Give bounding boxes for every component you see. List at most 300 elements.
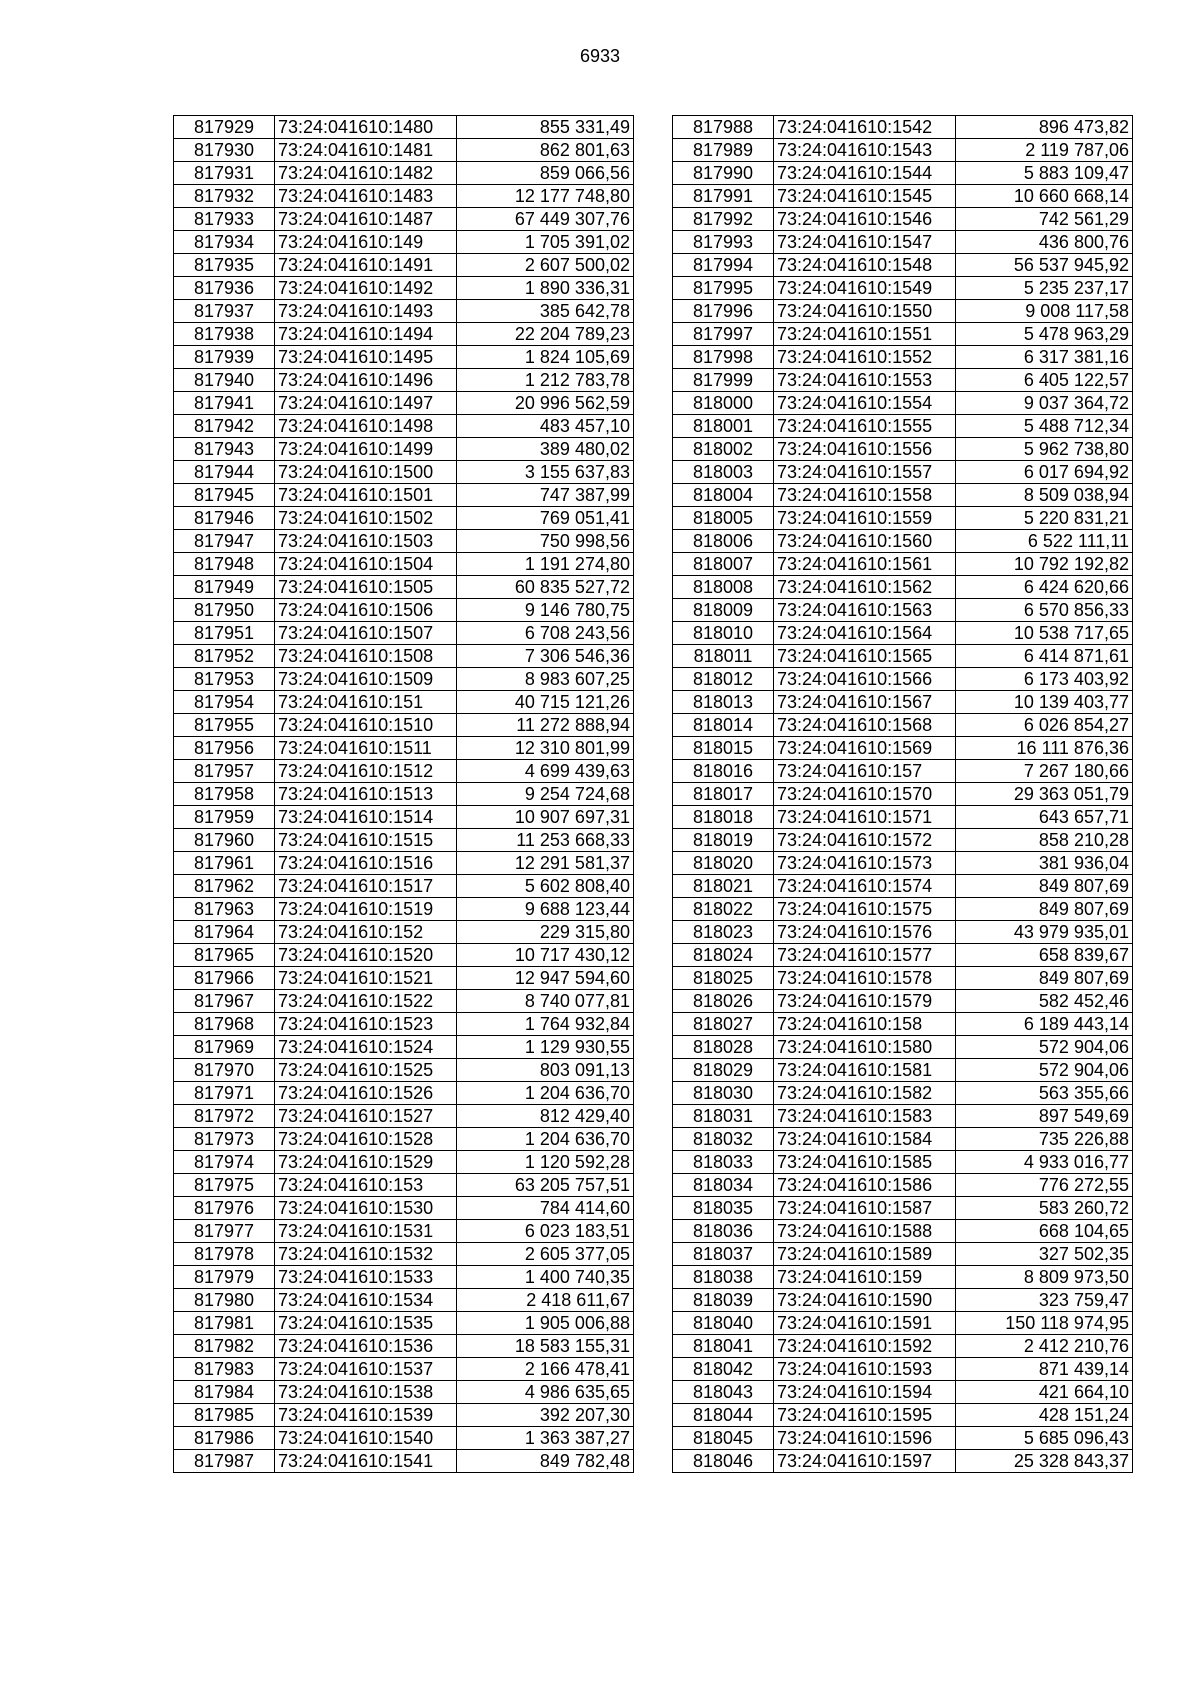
table-row	[673, 668, 1133, 691]
value-cell: 849 807,69	[956, 898, 1133, 921]
cadastral-number-cell: 73:24:041610:149	[275, 231, 457, 254]
table-row	[673, 645, 1133, 668]
cadastral-number-cell: 73:24:041610:152	[275, 921, 457, 944]
value-cell: 5 602 808,40	[457, 875, 634, 898]
row-number-cell: 818009	[673, 599, 774, 622]
value-cell: 1 212 783,78	[457, 369, 634, 392]
cadastral-number-cell: 73:24:041610:1496	[275, 369, 457, 392]
cadastral-number-cell: 73:24:041610:1565	[774, 645, 956, 668]
table-row	[673, 162, 1133, 185]
value-cell: 6 414 871,61	[956, 645, 1133, 668]
value-cell: 6 405 122,57	[956, 369, 1133, 392]
table-row	[673, 1358, 1133, 1381]
value-cell: 436 800,76	[956, 231, 1133, 254]
cadastral-number-cell: 73:24:041610:1585	[774, 1151, 956, 1174]
row-number-cell: 817957	[174, 760, 275, 783]
row-number-cell: 817972	[174, 1105, 275, 1128]
row-number-cell: 817981	[174, 1312, 275, 1335]
cadastral-number-cell: 73:24:041610:1527	[275, 1105, 457, 1128]
value-cell: 150 118 974,95	[956, 1312, 1133, 1335]
cadastral-number-cell: 73:24:041610:1595	[774, 1404, 956, 1427]
value-cell: 897 549,69	[956, 1105, 1133, 1128]
table-row	[174, 438, 634, 461]
value-cell: 849 807,69	[956, 875, 1133, 898]
table-row	[673, 1128, 1133, 1151]
table-row	[673, 1174, 1133, 1197]
row-number-cell: 818042	[673, 1358, 774, 1381]
cadastral-number-cell: 73:24:041610:1577	[774, 944, 956, 967]
value-cell: 40 715 121,26	[457, 691, 634, 714]
cadastral-number-cell: 73:24:041610:1495	[275, 346, 457, 369]
cadastral-number-cell: 73:24:041610:1556	[774, 438, 956, 461]
cadastral-number-cell: 73:24:041610:1514	[275, 806, 457, 829]
value-cell: 8 740 077,81	[457, 990, 634, 1013]
cadastral-number-cell: 73:24:041610:1590	[774, 1289, 956, 1312]
row-number-cell: 817932	[174, 185, 275, 208]
row-number-cell: 817974	[174, 1151, 275, 1174]
table-row	[673, 116, 1133, 139]
table-row	[174, 1381, 634, 1404]
table-row	[174, 346, 634, 369]
table-row	[174, 139, 634, 162]
cadastral-number-cell: 73:24:041610:1532	[275, 1243, 457, 1266]
row-number-cell: 818024	[673, 944, 774, 967]
row-number-cell: 817987	[174, 1450, 275, 1473]
value-cell: 563 355,66	[956, 1082, 1133, 1105]
table-row	[174, 622, 634, 645]
row-number-cell: 817955	[174, 714, 275, 737]
cadastral-number-cell: 73:24:041610:1581	[774, 1059, 956, 1082]
cadastral-number-cell: 73:24:041610:1561	[774, 553, 956, 576]
value-cell: 849 807,69	[956, 967, 1133, 990]
table-row	[673, 185, 1133, 208]
table-row	[174, 461, 634, 484]
value-cell: 1 705 391,02	[457, 231, 634, 254]
row-number-cell: 818010	[673, 622, 774, 645]
table-row	[673, 461, 1133, 484]
table-row	[174, 760, 634, 783]
value-cell: 769 051,41	[457, 507, 634, 530]
row-number-cell: 818032	[673, 1128, 774, 1151]
table-row	[673, 967, 1133, 990]
cadastral-number-cell: 73:24:041610:1493	[275, 300, 457, 323]
row-number-cell: 817935	[174, 254, 275, 277]
value-cell: 1 400 740,35	[457, 1266, 634, 1289]
cadastral-number-cell: 73:24:041610:1551	[774, 323, 956, 346]
row-number-cell: 817973	[174, 1128, 275, 1151]
table-row	[174, 1197, 634, 1220]
value-cell: 20 996 562,59	[457, 392, 634, 415]
table-row	[673, 806, 1133, 829]
row-number-cell: 817951	[174, 622, 275, 645]
row-number-cell: 818019	[673, 829, 774, 852]
row-number-cell: 818043	[673, 1381, 774, 1404]
table-row	[174, 1082, 634, 1105]
value-cell: 643 657,71	[956, 806, 1133, 829]
cadastral-number-cell: 73:24:041610:1526	[275, 1082, 457, 1105]
value-cell: 5 220 831,21	[956, 507, 1133, 530]
row-number-cell: 817998	[673, 346, 774, 369]
cadastral-number-cell: 73:24:041610:1513	[275, 783, 457, 806]
cadastral-number-cell: 73:24:041610:1550	[774, 300, 956, 323]
table-row	[673, 1082, 1133, 1105]
cadastral-number-cell: 73:24:041610:1499	[275, 438, 457, 461]
value-cell: 12 310 801,99	[457, 737, 634, 760]
row-number-cell: 817982	[174, 1335, 275, 1358]
value-cell: 776 272,55	[956, 1174, 1133, 1197]
value-cell: 668 104,65	[956, 1220, 1133, 1243]
cadastral-number-cell: 73:24:041610:1552	[774, 346, 956, 369]
table-row	[673, 369, 1133, 392]
value-cell: 803 091,13	[457, 1059, 634, 1082]
row-number-cell: 817931	[174, 162, 275, 185]
cadastral-number-cell: 73:24:041610:1498	[275, 415, 457, 438]
cadastral-number-cell: 73:24:041610:1586	[774, 1174, 956, 1197]
cadastral-number-cell: 73:24:041610:157	[774, 760, 956, 783]
table-row	[174, 806, 634, 829]
value-cell: 750 998,56	[457, 530, 634, 553]
cadastral-number-cell: 73:24:041610:1492	[275, 277, 457, 300]
table-row	[174, 507, 634, 530]
cadastral-number-cell: 73:24:041610:1558	[774, 484, 956, 507]
table-row	[174, 783, 634, 806]
cadastral-number-cell: 73:24:041610:1576	[774, 921, 956, 944]
row-number-cell: 818034	[673, 1174, 774, 1197]
table-row	[673, 553, 1133, 576]
table-row	[673, 875, 1133, 898]
row-number-cell: 818000	[673, 392, 774, 415]
value-cell: 1 824 105,69	[457, 346, 634, 369]
cadastral-number-cell: 73:24:041610:1566	[774, 668, 956, 691]
row-number-cell: 818008	[673, 576, 774, 599]
row-number-cell: 817944	[174, 461, 275, 484]
table-left-body	[174, 116, 634, 1473]
row-number-cell: 818022	[673, 898, 774, 921]
table-row	[174, 599, 634, 622]
row-number-cell: 818035	[673, 1197, 774, 1220]
row-number-cell: 817948	[174, 553, 275, 576]
value-cell: 12 291 581,37	[457, 852, 634, 875]
cadastral-number-cell: 73:24:041610:1596	[774, 1427, 956, 1450]
cadastral-number-cell: 73:24:041610:1559	[774, 507, 956, 530]
row-number-cell: 817986	[174, 1427, 275, 1450]
table-row	[174, 300, 634, 323]
row-number-cell: 817958	[174, 783, 275, 806]
value-cell: 389 480,02	[457, 438, 634, 461]
cadastral-number-cell: 73:24:041610:1512	[275, 760, 457, 783]
row-number-cell: 817999	[673, 369, 774, 392]
cadastral-number-cell: 73:24:041610:1579	[774, 990, 956, 1013]
value-cell: 8 809 973,50	[956, 1266, 1133, 1289]
table-row	[174, 1404, 634, 1427]
row-number-cell: 818011	[673, 645, 774, 668]
cadastral-number-cell: 73:24:041610:159	[774, 1266, 956, 1289]
row-number-cell: 817988	[673, 116, 774, 139]
table-row	[673, 1105, 1133, 1128]
row-number-cell: 817980	[174, 1289, 275, 1312]
table-row	[174, 254, 634, 277]
value-cell: 483 457,10	[457, 415, 634, 438]
row-number-cell: 818003	[673, 461, 774, 484]
value-cell: 9 254 724,68	[457, 783, 634, 806]
row-number-cell: 818025	[673, 967, 774, 990]
cadastral-number-cell: 73:24:041610:1547	[774, 231, 956, 254]
table-row	[174, 829, 634, 852]
row-number-cell: 817954	[174, 691, 275, 714]
value-cell: 2 418 611,67	[457, 1289, 634, 1312]
table-row	[174, 1450, 634, 1473]
value-cell: 6 023 183,51	[457, 1220, 634, 1243]
value-cell: 896 473,82	[956, 116, 1133, 139]
value-cell: 871 439,14	[956, 1358, 1133, 1381]
cadastral-number-cell: 73:24:041610:1530	[275, 1197, 457, 1220]
table-row	[174, 1243, 634, 1266]
value-cell: 43 979 935,01	[956, 921, 1133, 944]
value-cell: 855 331,49	[457, 116, 634, 139]
value-cell: 583 260,72	[956, 1197, 1133, 1220]
row-number-cell: 817996	[673, 300, 774, 323]
cadastral-number-cell: 73:24:041610:1487	[275, 208, 457, 231]
row-number-cell: 817929	[174, 116, 275, 139]
row-number-cell: 817939	[174, 346, 275, 369]
row-number-cell: 817977	[174, 1220, 275, 1243]
row-number-cell: 818004	[673, 484, 774, 507]
row-number-cell: 818023	[673, 921, 774, 944]
row-number-cell: 817971	[174, 1082, 275, 1105]
row-number-cell: 817983	[174, 1358, 275, 1381]
row-number-cell: 817933	[174, 208, 275, 231]
table-row	[174, 990, 634, 1013]
value-cell: 1 129 930,55	[457, 1036, 634, 1059]
table-row	[673, 622, 1133, 645]
value-cell: 6 522 111,11	[956, 530, 1133, 553]
table-row	[673, 760, 1133, 783]
value-cell: 11 253 668,33	[457, 829, 634, 852]
value-cell: 385 642,78	[457, 300, 634, 323]
cadastral-number-cell: 73:24:041610:1575	[774, 898, 956, 921]
table-row	[673, 277, 1133, 300]
value-cell: 2 412 210,76	[956, 1335, 1133, 1358]
row-number-cell: 818001	[673, 415, 774, 438]
cadastral-number-cell: 73:24:041610:1572	[774, 829, 956, 852]
row-number-cell: 817947	[174, 530, 275, 553]
cadastral-number-cell: 73:24:041610:1494	[275, 323, 457, 346]
table-row	[673, 1289, 1133, 1312]
cadastral-number-cell: 73:24:041610:1543	[774, 139, 956, 162]
table-row	[174, 645, 634, 668]
value-cell: 7 267 180,66	[956, 760, 1133, 783]
cadastral-number-cell: 73:24:041610:1539	[275, 1404, 457, 1427]
row-number-cell: 817976	[174, 1197, 275, 1220]
cadastral-number-cell: 73:24:041610:1491	[275, 254, 457, 277]
table-row	[174, 1151, 634, 1174]
value-cell: 784 414,60	[457, 1197, 634, 1220]
value-cell: 849 782,48	[457, 1450, 634, 1473]
row-number-cell: 817969	[174, 1036, 275, 1059]
table-row	[174, 1013, 634, 1036]
cadastral-number-cell: 73:24:041610:1521	[275, 967, 457, 990]
row-number-cell: 818041	[673, 1335, 774, 1358]
cadastral-number-cell: 73:24:041610:1587	[774, 1197, 956, 1220]
row-number-cell: 818040	[673, 1312, 774, 1335]
cadastral-number-cell: 73:24:041610:1545	[774, 185, 956, 208]
row-number-cell: 817950	[174, 599, 275, 622]
cadastral-number-cell: 73:24:041610:1510	[275, 714, 457, 737]
value-cell: 10 660 668,14	[956, 185, 1133, 208]
value-cell: 1 120 592,28	[457, 1151, 634, 1174]
value-cell: 6 026 854,27	[956, 714, 1133, 737]
value-cell: 9 008 117,58	[956, 300, 1133, 323]
cadastral-number-cell: 73:24:041610:1538	[275, 1381, 457, 1404]
value-cell: 4 699 439,63	[457, 760, 634, 783]
row-number-cell: 817959	[174, 806, 275, 829]
table-row	[673, 231, 1133, 254]
table-row	[174, 875, 634, 898]
row-number-cell: 817997	[673, 323, 774, 346]
row-number-cell: 817945	[174, 484, 275, 507]
value-cell: 392 207,30	[457, 1404, 634, 1427]
table-right	[672, 115, 1133, 1473]
value-cell: 1 191 274,80	[457, 553, 634, 576]
row-number-cell: 818039	[673, 1289, 774, 1312]
value-cell: 56 537 945,92	[956, 254, 1133, 277]
table-row	[174, 530, 634, 553]
row-number-cell: 817989	[673, 139, 774, 162]
row-number-cell: 817970	[174, 1059, 275, 1082]
value-cell: 2 166 478,41	[457, 1358, 634, 1381]
table-row	[174, 1266, 634, 1289]
value-cell: 327 502,35	[956, 1243, 1133, 1266]
cadastral-number-cell: 73:24:041610:1588	[774, 1220, 956, 1243]
table-row	[174, 553, 634, 576]
table-row	[673, 1450, 1133, 1473]
value-cell: 6 189 443,14	[956, 1013, 1133, 1036]
table-row	[174, 1174, 634, 1197]
value-cell: 658 839,67	[956, 944, 1133, 967]
table-row	[673, 691, 1133, 714]
table-row	[174, 116, 634, 139]
table-row	[174, 231, 634, 254]
table-row	[174, 737, 634, 760]
table-row	[673, 1151, 1133, 1174]
cadastral-number-cell: 73:24:041610:1549	[774, 277, 956, 300]
cadastral-number-cell: 73:24:041610:1570	[774, 783, 956, 806]
row-number-cell: 818045	[673, 1427, 774, 1450]
row-number-cell: 818013	[673, 691, 774, 714]
cadastral-number-cell: 73:24:041610:1501	[275, 484, 457, 507]
table-row	[673, 1059, 1133, 1082]
cadastral-number-cell: 73:24:041610:1481	[275, 139, 457, 162]
value-cell: 2 605 377,05	[457, 1243, 634, 1266]
value-cell: 229 315,80	[457, 921, 634, 944]
cadastral-number-cell: 73:24:041610:1506	[275, 599, 457, 622]
table-left	[173, 115, 634, 1473]
table-row	[174, 484, 634, 507]
row-number-cell: 817962	[174, 875, 275, 898]
table-row	[673, 392, 1133, 415]
cadastral-number-cell: 73:24:041610:1503	[275, 530, 457, 553]
value-cell: 747 387,99	[457, 484, 634, 507]
row-number-cell: 818006	[673, 530, 774, 553]
row-number-cell: 817960	[174, 829, 275, 852]
table-row	[673, 714, 1133, 737]
value-cell: 9 037 364,72	[956, 392, 1133, 415]
cadastral-number-cell: 73:24:041610:1519	[275, 898, 457, 921]
table-row	[174, 323, 634, 346]
row-number-cell: 818027	[673, 1013, 774, 1036]
cadastral-number-cell: 73:24:041610:1502	[275, 507, 457, 530]
row-number-cell: 818038	[673, 1266, 774, 1289]
row-number-cell: 817966	[174, 967, 275, 990]
cadastral-number-cell: 73:24:041610:1524	[275, 1036, 457, 1059]
row-number-cell: 818031	[673, 1105, 774, 1128]
cadastral-number-cell: 73:24:041610:1548	[774, 254, 956, 277]
value-cell: 29 363 051,79	[956, 783, 1133, 806]
value-cell: 6 708 243,56	[457, 622, 634, 645]
cadastral-number-cell: 73:24:041610:153	[275, 1174, 457, 1197]
value-cell: 2 119 787,06	[956, 139, 1133, 162]
row-number-cell: 818016	[673, 760, 774, 783]
table-row	[174, 1128, 634, 1151]
value-cell: 8 983 607,25	[457, 668, 634, 691]
value-cell: 858 210,28	[956, 829, 1133, 852]
cadastral-number-cell: 73:24:041610:1507	[275, 622, 457, 645]
cadastral-number-cell: 73:24:041610:1537	[275, 1358, 457, 1381]
table-row	[673, 1312, 1133, 1335]
value-cell: 862 801,63	[457, 139, 634, 162]
cadastral-number-cell: 73:24:041610:151	[275, 691, 457, 714]
value-cell: 63 205 757,51	[457, 1174, 634, 1197]
table-row	[673, 1220, 1133, 1243]
cadastral-number-cell: 73:24:041610:1589	[774, 1243, 956, 1266]
table-row	[673, 438, 1133, 461]
value-cell: 742 561,29	[956, 208, 1133, 231]
cadastral-number-cell: 73:24:041610:1508	[275, 645, 457, 668]
table-row	[673, 599, 1133, 622]
row-number-cell: 817991	[673, 185, 774, 208]
cadastral-number-cell: 73:24:041610:158	[774, 1013, 956, 1036]
table-row	[174, 1289, 634, 1312]
row-number-cell: 818037	[673, 1243, 774, 1266]
value-cell: 4 986 635,65	[457, 1381, 634, 1404]
table-row	[174, 208, 634, 231]
value-cell: 5 685 096,43	[956, 1427, 1133, 1450]
table-row	[174, 415, 634, 438]
table-row	[673, 139, 1133, 162]
table-row	[673, 898, 1133, 921]
value-cell: 22 204 789,23	[457, 323, 634, 346]
cadastral-number-cell: 73:24:041610:1583	[774, 1105, 956, 1128]
value-cell: 5 235 237,17	[956, 277, 1133, 300]
row-number-cell: 818017	[673, 783, 774, 806]
row-number-cell: 818028	[673, 1036, 774, 1059]
table-row	[673, 852, 1133, 875]
cadastral-number-cell: 73:24:041610:1574	[774, 875, 956, 898]
row-number-cell: 818046	[673, 1450, 774, 1473]
cadastral-number-cell: 73:24:041610:1564	[774, 622, 956, 645]
row-number-cell: 817975	[174, 1174, 275, 1197]
row-number-cell: 817963	[174, 898, 275, 921]
row-number-cell: 818044	[673, 1404, 774, 1427]
row-number-cell: 817946	[174, 507, 275, 530]
cadastral-number-cell: 73:24:041610:1554	[774, 392, 956, 415]
table-row	[673, 576, 1133, 599]
value-cell: 9 146 780,75	[457, 599, 634, 622]
cadastral-number-cell: 73:24:041610:1536	[275, 1335, 457, 1358]
row-number-cell: 817934	[174, 231, 275, 254]
row-number-cell: 817943	[174, 438, 275, 461]
row-number-cell: 818018	[673, 806, 774, 829]
